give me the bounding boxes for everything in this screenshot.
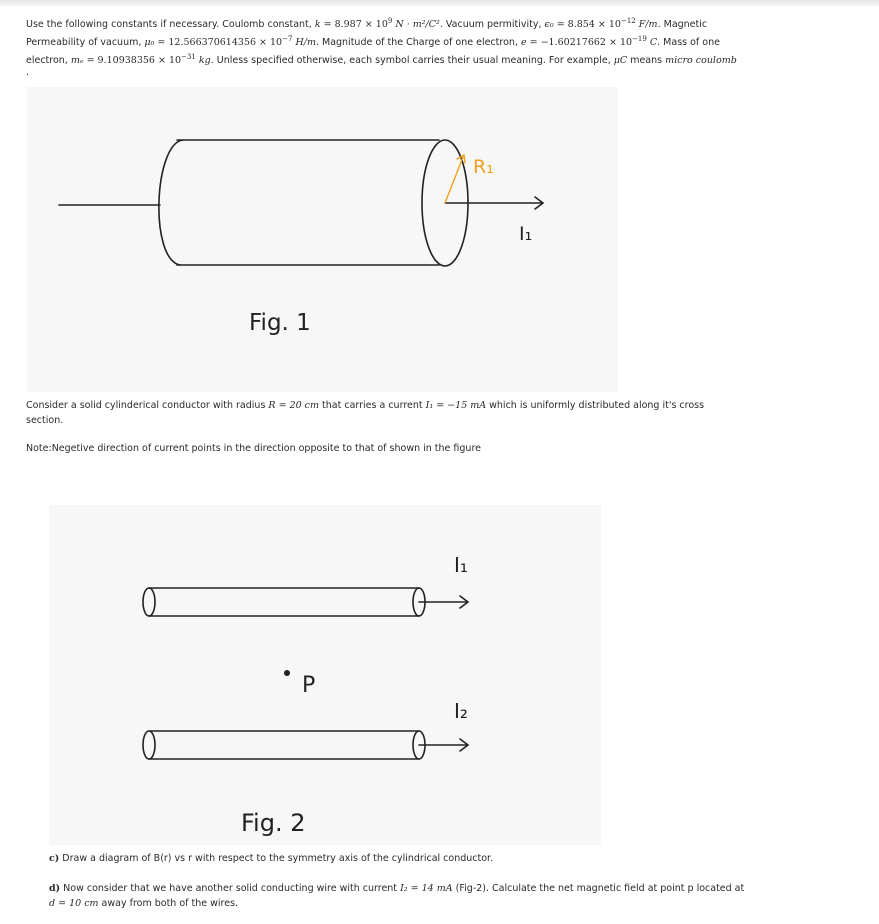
e0-value: = 8.854 × 10 — [553, 19, 621, 31]
problem-paragraph — [26, 398, 866, 428]
constants-line-1 — [26, 14, 866, 32]
problem-line-2 — [26, 413, 866, 428]
distance-equation: d = 10 cm — [49, 898, 99, 909]
question-c — [49, 851, 493, 866]
mu0-value: = 12.566370614356 × 10 — [154, 37, 283, 49]
problem-text: section. — [26, 415, 64, 426]
mu0-exponent: −7 — [282, 35, 293, 44]
constants-text: electron, — [26, 55, 71, 67]
me-unit: kg — [195, 55, 211, 67]
constants-text: Use the following constants if necessary. Coulomb constant, — [26, 19, 315, 31]
question-d-text: away from both of the wires. — [98, 898, 239, 909]
fig2-label-P: P — [302, 673, 316, 698]
constants-text: . Mass of one — [657, 37, 720, 49]
uc-words: micro coulomb — [665, 55, 737, 67]
me-symbol: mₑ — [70, 55, 84, 67]
question-d-line-1 — [49, 881, 849, 896]
k-unit: N · m²/C² — [392, 19, 440, 31]
k-value: = 8.987 × 10 — [320, 19, 388, 31]
e0-unit: F/m — [635, 19, 658, 31]
me-value: = 9.10938356 × 10 — [83, 55, 182, 67]
current-I2-equation: I₂ = 14 mA — [400, 883, 453, 894]
problem-text: Consider a solid cylinderical conductor with radius — [26, 400, 269, 411]
question-d — [49, 881, 849, 911]
radius-equation: R = 20 cm — [268, 400, 320, 411]
figure-2-drawing — [49, 505, 601, 845]
question-c-text: Draw a diagram of B(r) vs r with respect to the symmetry axis of the cylindrical conductor. — [59, 853, 494, 864]
constants-line-2 — [26, 32, 866, 50]
e-exponent: −19 — [632, 35, 647, 44]
constants-text: . Magnetic — [657, 19, 708, 31]
fig2-caption: Fig. 2 — [241, 809, 306, 837]
fig1-radius-line — [445, 157, 463, 203]
question-d-text: (Fig-2). Calculate the net magnetic field at point p located at — [452, 883, 745, 894]
question-c-letter: c) — [49, 853, 60, 864]
constants-line-3 — [26, 50, 866, 68]
constants-paragraph — [26, 14, 866, 78]
fig2-label-I2: I₂ — [454, 699, 468, 723]
constants-text: Permeability of vacuum, — [26, 37, 145, 49]
fig2-point-p-dot — [284, 670, 290, 676]
fig1-label-I: I₁ — [519, 223, 533, 245]
fig2-label-I1: I₁ — [454, 553, 468, 577]
uc-symbol: μC — [613, 55, 628, 67]
problem-text: which is uniformly distributed along it's cross — [486, 400, 705, 411]
constants-text: . Unless specified otherwise, each symbol carries their usual meaning. For example, — [210, 55, 614, 67]
question-d-line-2 — [49, 896, 849, 911]
mu0-symbol: μ₀ — [144, 37, 155, 49]
mu0-unit: H/m — [292, 37, 316, 49]
problem-line-1 — [26, 398, 866, 413]
fig2-wire1-left-end — [143, 588, 155, 616]
constants-text: . Magnitude of the Charge of one electron, — [315, 37, 521, 49]
fig1-left-end — [159, 140, 183, 265]
fig1-caption: Fig. 1 — [249, 310, 311, 336]
figure-2 — [49, 505, 601, 845]
k-exponent: 9 — [387, 17, 393, 25]
question-d-letter: d) — [49, 883, 61, 894]
constants-dot: . — [26, 67, 30, 79]
e0-exponent: −12 — [620, 17, 636, 25]
figure-1 — [27, 87, 618, 392]
figure-1-drawing — [27, 87, 618, 392]
fig1-label-R: R₁ — [473, 156, 494, 178]
e-symbol: e — [520, 37, 527, 49]
e-unit: C — [646, 37, 658, 49]
fig2-wire2-left-end — [143, 731, 155, 759]
constants-line-4 — [26, 68, 866, 78]
current-I1-equation: I₁ = −15 mA — [425, 400, 487, 411]
question-d-text: Now consider that we have another solid conducting wire with current — [60, 883, 401, 894]
constants-text: means — [627, 55, 666, 67]
me-exponent: −31 — [181, 53, 196, 62]
k-symbol: k — [314, 19, 321, 31]
problem-text: that carries a current — [319, 400, 426, 411]
e0-symbol: ϵ₀ — [544, 19, 554, 31]
top-bar — [0, 0, 879, 6]
note-text: Note:Negetive direction of current points in the direction opposite to that of shown in the figure — [26, 443, 481, 454]
e-value: = −1.60217662 × 10 — [526, 37, 633, 49]
constants-text: . Vacuum permitivity, — [439, 19, 545, 31]
